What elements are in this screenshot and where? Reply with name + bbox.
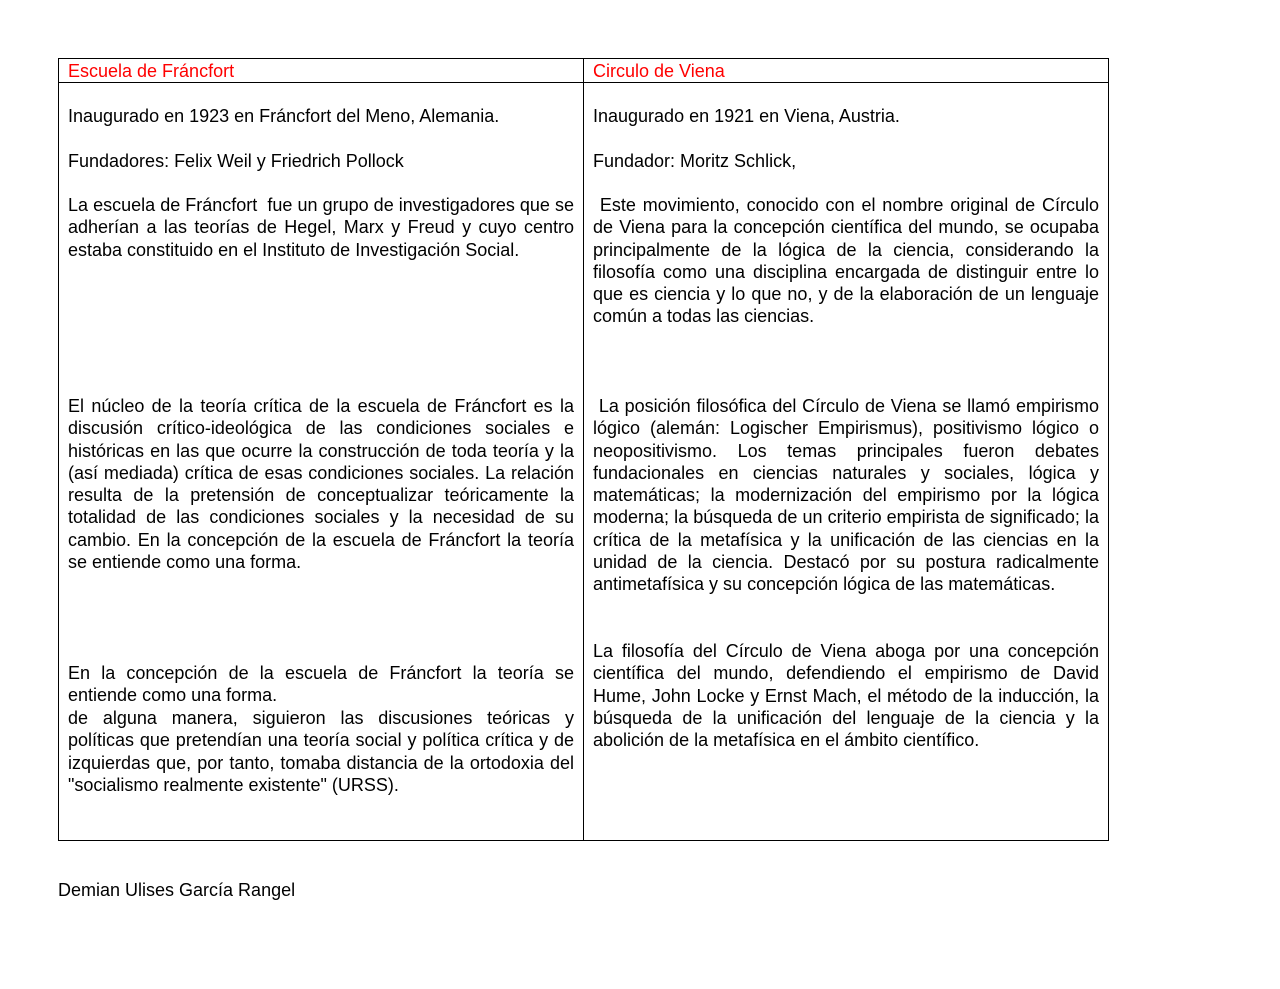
frankfurt-inaugurated: Inaugurado en 1923 en Fráncfort del Meno, Alemania. <box>68 106 500 126</box>
header-cell-frankfurt <box>59 59 584 83</box>
header-frankfurt: Escuela de Fráncfort <box>68 61 235 81</box>
vienna-philosophy: La filosofía del Círculo de Viena aboga por una concepción científica del mundo, defendiendo el empirismo de David Hume, John Locke y Ernst Mach, el método de la inducción, la búsqueda de la unificación del lenguaje de la ciencia y la abolición de la metafísica en el ámbito científico. <box>593 641 1105 751</box>
author-name: Demian Ulises García Rangel <box>58 880 296 900</box>
frankfurt-discussions: de alguna manera, siguieron las discusiones teóricas y políticas que pretendían una teoría social y política crítica y de izquierdas que, por tanto, tomaba distancia de la ortodoxia del "socialismo realmente existente" (URSS). <box>68 708 580 795</box>
header-vienna: Circulo de Viena <box>593 61 725 81</box>
header-row <box>59 59 1109 83</box>
frankfurt-founders: Fundadores: Felix Weil y Friedrich Pollock <box>68 151 404 171</box>
frankfurt-description: La escuela de Fráncfort fue un grupo de investigadores que se adherían a las teorías de Hegel, Marx y Freud y cuyo centro estaba constituido en el Instituto de Investigación Social. <box>68 195 580 260</box>
frankfurt-conception: En la concepción de la escuela de Fráncfort la teoría se entiende como una forma. <box>68 663 580 706</box>
content-row <box>59 83 1109 841</box>
header-cell-vienna <box>584 59 1109 83</box>
frankfurt-core: El núcleo de la teoría crítica de la escuela de Fráncfort es la discusión crítico-ideológica de las condiciones sociales e históricas en las que ocurre la construcción de toda teoría y la (así mediada) crítica de esas condiciones sociales. La relación resulta de la pretensión de conceptualizar teóricamente la totalidad de las condiciones sociales y la necesidad de su cambio. En la concepción de la escuela de Fráncfort la teoría se entiende como una forma. <box>68 396 580 573</box>
comparison-table <box>58 58 1109 841</box>
vienna-founder: Fundador: Moritz Schlick, <box>593 151 797 171</box>
vienna-description: Este movimiento, conocido con el nombre original de Círculo de Viena para la concepción científica del mundo, se ocupaba principalmente de la lógica de la ciencia, considerando la filosofía como una disciplina encargada de distinguir entre lo que es ciencia y lo que no, y de la elaboración de un lenguaje común a todas las ciencias. <box>593 195 1105 327</box>
vienna-column <box>584 83 1109 841</box>
vienna-inaugurated: Inaugurado en 1921 en Viena, Austria. <box>593 106 900 126</box>
vienna-position: La posición filosófica del Círculo de Viena se llamó empirismo lógico (alemán: Logischer Empirismus), positivismo lógico o neopositivismo. Los temas principales fueron debates fundacionales en ciencias naturales y sociales, lógica y matemáticas; la modernización del empirismo por la lógica moderna; la búsqueda de un criterio empirista de significado; la crítica de la metafísica y la unificación de las ciencias en la unidad de la ciencia. Destacó por su postura radicalmente antimetafísica y su concepción lógica de las matemáticas. <box>593 396 1105 595</box>
frankfurt-column <box>59 83 584 841</box>
